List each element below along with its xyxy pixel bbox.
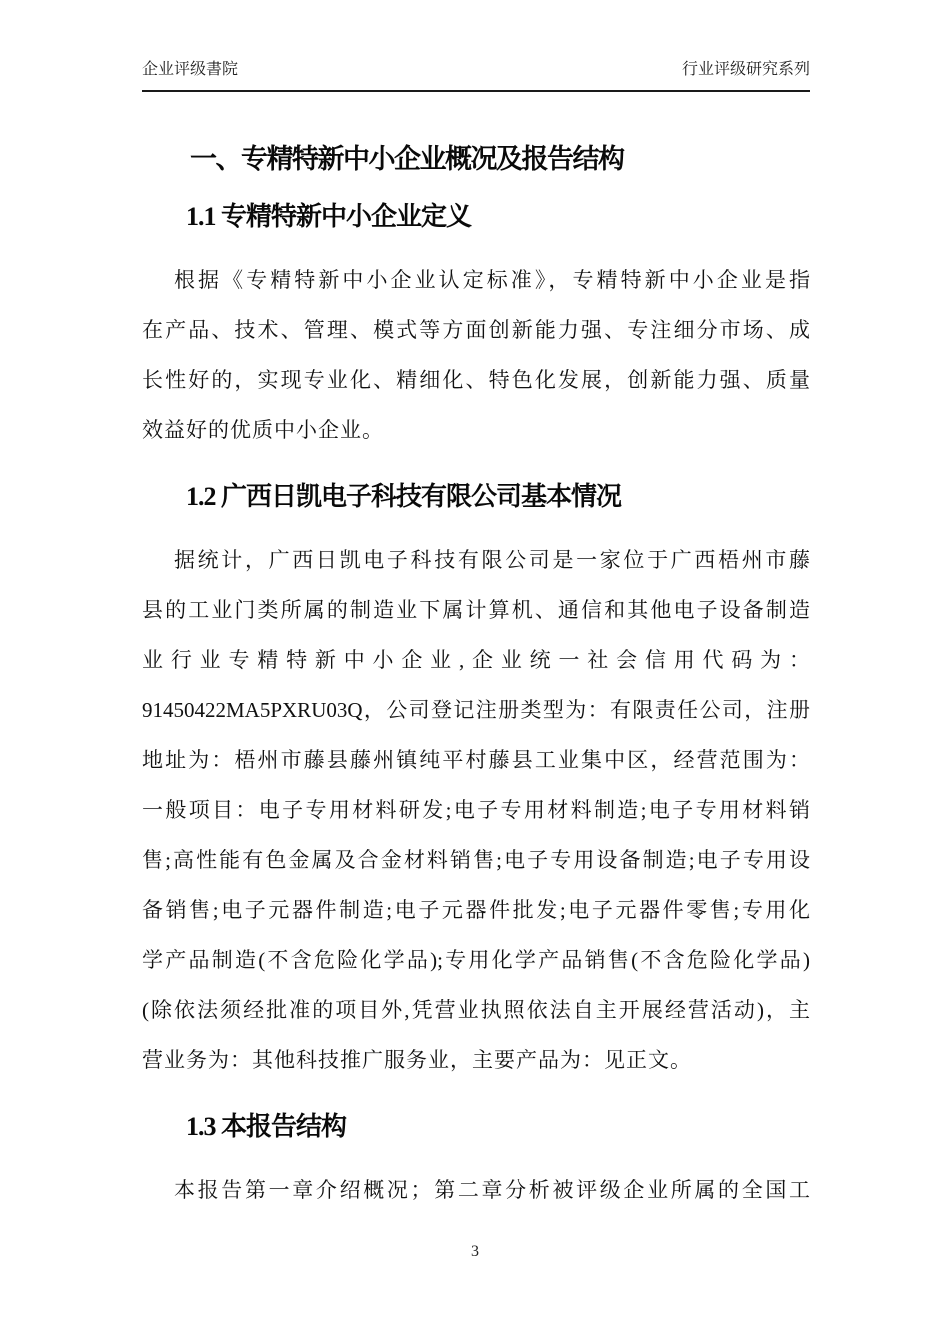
paragraph <box>142 535 810 1085</box>
section <box>142 201 810 455</box>
paragraph-line: 长性好的，实现专业化、精细化、特色化发展，创新能力强、质量 <box>142 368 810 392</box>
section-title: 1.3 本报告结构 <box>186 1112 347 1141</box>
paragraph-line: 本报告第一章介绍概况；第二章分析被评级企业所属的全国工 <box>174 1178 810 1202</box>
header-right-text: 行业评级研究系列 <box>681 61 810 78</box>
section <box>142 1111 810 1215</box>
paragraph-line: 地址为：梧州市藤县藤州镇纯平村藤县工业集中区，经营范围为： <box>142 748 810 772</box>
paragraph-line: 业行业专精特新中小企业,企业统一社会信用代码为： <box>142 648 810 672</box>
page-footer <box>0 1242 950 1262</box>
page-number: 3 <box>471 1243 479 1260</box>
chapter-title: 一、专精特新中小企业概况及报告结构 <box>190 144 624 174</box>
header-left-text: 企业评级書院 <box>142 61 239 78</box>
page-content <box>142 92 810 1215</box>
paragraph-line: (除依法须经批准的项目外,凭营业执照依法自主开展经营活动)，主 <box>142 998 810 1022</box>
paragraph-line: 备销售;电子元器件制造;电子元器件批发;电子元器件零售;专用化 <box>142 898 810 922</box>
paragraph-line: 县的工业门类所属的制造业下属计算机、通信和其他电子设备制造 <box>142 598 810 622</box>
paragraph-line: 据统计，广西日凯电子科技有限公司是一家位于广西梧州市藤 <box>174 548 810 572</box>
paragraph-line: 售;高性能有色金属及合金材料销售;电子专用设备制造;电子专用设 <box>142 848 810 872</box>
paragraph-line: 根据《专精特新中小企业认定标准》，专精特新中小企业是指 <box>174 268 810 292</box>
page-header <box>142 60 810 92</box>
sections <box>142 201 810 1215</box>
paragraph-line: 营业务为：其他科技推广服务业，主要产品为：见正文。 <box>142 1048 692 1072</box>
paragraph-line: 在产品、技术、管理、模式等方面创新能力强、专注细分市场、成 <box>142 318 810 342</box>
paragraph <box>142 255 810 455</box>
paragraph <box>142 1165 810 1215</box>
paragraph-line: 91450422MA5PXRU03Q，公司登记注册类型为：有限责任公司，注册 <box>142 698 810 722</box>
paragraph-line: 一般项目：电子专用材料研发;电子专用材料制造;电子专用材料销 <box>142 798 810 822</box>
section-title: 1.2 广西日凯电子科技有限公司基本情况 <box>186 482 622 511</box>
paragraph-line: 学产品制造(不含危险化学品);专用化学产品销售(不含危险化学品) <box>142 948 810 972</box>
section-title: 1.1 专精特新中小企业定义 <box>186 202 472 231</box>
section <box>142 481 810 1085</box>
paragraph-line: 效益好的优质中小企业。 <box>142 418 384 442</box>
